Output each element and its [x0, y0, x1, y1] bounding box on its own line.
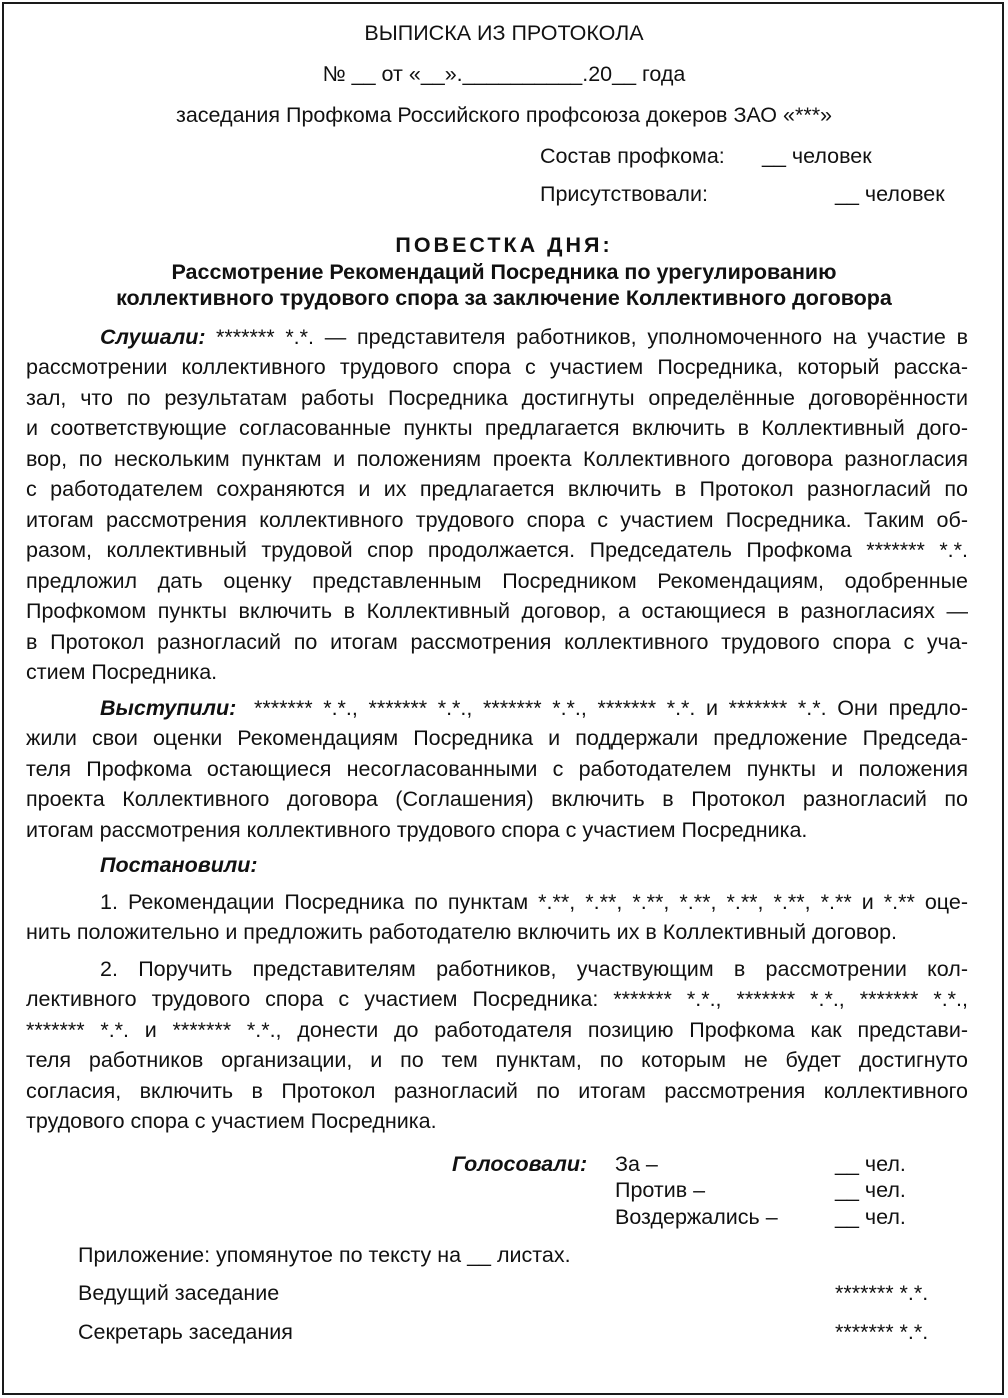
heard-line: и соответствующие согласованные пункты предлагается включить в Коллективный дого-: [26, 416, 968, 440]
heard-line: Профкомом пункты включить в Коллективный договор, а остающиеся в разногласиях —: [26, 599, 968, 623]
composition-label: Состав профкома:: [540, 144, 725, 168]
heard-line: зал, что по результатам работы Посредника достигнуты определённые договорённости: [26, 386, 968, 410]
resolution-item-1-line: 1. Рекомендации Посредника по пунктам *.**, *.**, *.**, *.**, *.**, *.**, *.** и *.** оце-: [100, 890, 968, 914]
vote-count-against: __ чел.: [835, 1178, 906, 1202]
heard-line: вор, по нескольким пунктам и положениям проекта Коллективного договора разногласия: [26, 447, 968, 471]
chair-label: Ведущий заседание: [78, 1281, 280, 1305]
heard-line: итогам рассмотрения коллективного трудового спора с участием Посредника. Таким об-: [26, 508, 968, 532]
secretary-label: Секретарь заседания: [78, 1320, 293, 1344]
resolution-item-2-last: трудового спора с участием Посредника.: [26, 1109, 437, 1133]
heard-label: Слушали:: [100, 325, 206, 349]
voting-label: Голосовали:: [452, 1152, 588, 1176]
vote-option-abstain: Воздержались –: [615, 1205, 778, 1229]
heard-line: ******* *.*. — представителя работников, уполномоченного на участие в: [216, 325, 968, 349]
meeting-line: заседания Профкома Российского профсоюза докеров ЗАО «***»: [175, 103, 833, 127]
vote-count-for: __ чел.: [835, 1152, 906, 1176]
heard-line-last: стием Посредника.: [26, 660, 218, 684]
attachment-note: Приложение: упомянутое по тексту на __ листах.: [78, 1243, 571, 1267]
heard-line: предложил дать оценку представленным Посредником Рекомендациям, одобренные: [26, 569, 968, 593]
vote-count-abstain: __ чел.: [835, 1205, 906, 1229]
spoke-line-last: итогам рассмотрения коллективного трудового спора с участием Посредника.: [26, 818, 808, 842]
spoke-line: ******* *.*., ******* *.*., ******* *.*., ******* *.*. и ******* *.*. Они предло-: [254, 696, 968, 720]
composition-value: __ человек: [762, 144, 872, 168]
spoke-line: теля Профкома остающиеся несогласованными с работодателем пункты и положения: [26, 757, 968, 781]
resolution-item-2-line: теля работников организации, и по тем пунктам, по которым не будет достигнуто: [26, 1048, 968, 1072]
resolution-item-2-line: лективного трудового спора с участием Посредника: ******* *.*., ******* *.*., ******* *.*.,: [26, 987, 968, 1011]
resolution-item-2-line: ******* *.*. и ******* *.*., донести до работодателя позицию Профкома как представи-: [26, 1018, 968, 1042]
spoke-label: Выступили:: [100, 696, 237, 720]
vote-option-against: Против –: [615, 1178, 706, 1202]
heard-line: в Протокол разногласий по итогам рассмотрения коллективного трудового спора с уча-: [26, 630, 968, 654]
heard-line: разом, коллективный трудовой спор продолжается. Председатель Профкома ******* *.*.: [26, 538, 968, 562]
spoke-line: проекта Коллективного договора (Соглашения) включить в Протокол разногласий по: [26, 787, 968, 811]
secretary-name: ******* *.*.: [835, 1320, 929, 1344]
spoke-line: жили свои оценки Рекомендациям Посредника и поддержали предложение Председа-: [26, 726, 968, 750]
present-value: __ человек: [835, 182, 945, 206]
resolution-item-1-last: нить положительно и предложить работодателю включить их в Коллективный договор.: [26, 920, 898, 944]
agenda-line-1: Рассмотрение Рекомендаций Посредника по урегулированию: [171, 260, 837, 284]
resolution-item-2-line: 2. Поручить представителям работников, участвующим в рассмотрении кол-: [100, 957, 968, 981]
agenda-line-2: коллективного трудового спора за заключение Коллективного договора: [116, 286, 892, 310]
heard-line: рассмотрении коллективного трудового спора с участием Посредника, который расска-: [26, 355, 968, 379]
protocol-number-line: № __ от «__».__________.20__ года: [322, 62, 686, 86]
heard-line: с работодателем сохраняются и их предлагается включить в Протокол разногласий по: [26, 477, 968, 501]
resolution-item-2-line: согласия, включить в Протокол разногласий по итогам рассмотрения коллективного: [26, 1079, 968, 1103]
vote-option-for: За –: [615, 1152, 658, 1176]
present-label: Присутствовали:: [540, 182, 708, 206]
agenda-heading: ПОВЕСТКА ДНЯ:: [395, 233, 613, 257]
document-title: ВЫПИСКА ИЗ ПРОТОКОЛА: [364, 21, 644, 45]
chair-name: ******* *.*.: [835, 1281, 929, 1305]
resolved-label: Постановили:: [100, 853, 258, 877]
